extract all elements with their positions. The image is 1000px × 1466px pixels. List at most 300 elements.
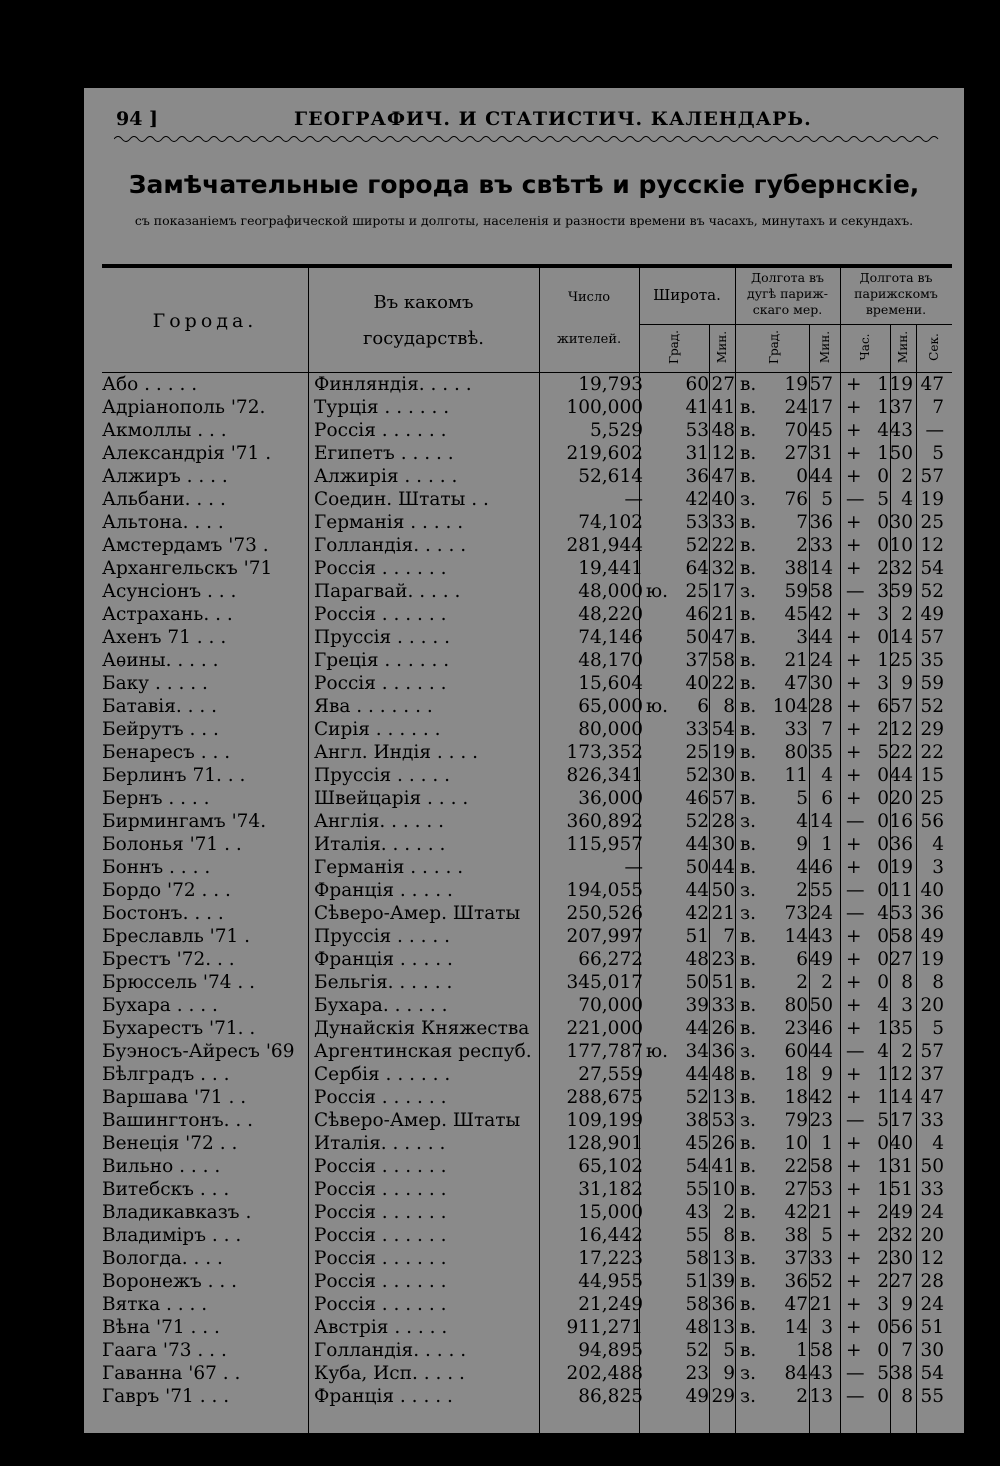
time-seconds: 50 — [920, 1156, 944, 1177]
header-state-2: государствѣ. — [362, 328, 485, 349]
longitude-minutes: 28 — [809, 696, 833, 717]
page-header — [84, 88, 964, 138]
time-seconds: — — [925, 420, 944, 441]
latitude-degrees: 37 — [685, 650, 709, 671]
state-name: Сирія . . . . . . — [314, 719, 441, 740]
city-name: Гавръ '71 . . . — [102, 1386, 230, 1407]
time-hours: 0 — [877, 512, 889, 533]
time-seconds: 4 — [932, 834, 944, 855]
time-minutes: 19 — [889, 857, 913, 878]
table-row — [84, 396, 964, 419]
time-hours: 3 — [877, 1294, 889, 1315]
time-seconds: 29 — [920, 719, 944, 740]
longitude-degrees: 80 — [784, 742, 808, 763]
table-row — [84, 1270, 964, 1293]
city-name: Аѳины. . . . . — [102, 650, 219, 671]
longitude-degrees: 5 — [796, 788, 808, 809]
time-minutes: 20 — [889, 788, 913, 809]
longitude-minutes: 21 — [809, 1202, 833, 1223]
latitude-degrees: 44 — [685, 1018, 709, 1039]
header-lat-min: Мин. — [715, 330, 729, 364]
east-west: в. — [740, 995, 757, 1016]
header-population-1: Число — [567, 290, 611, 305]
east-west: в. — [740, 604, 757, 625]
time-sign: + — [846, 696, 862, 717]
time-minutes: 43 — [889, 420, 913, 441]
time-minutes: 35 — [889, 1018, 913, 1039]
state-name: Сѣверо-Амер. Штаты — [314, 903, 521, 924]
longitude-minutes: 55 — [809, 880, 833, 901]
population: 128,901 — [566, 1133, 643, 1154]
longitude-minutes: 23 — [809, 1110, 833, 1131]
time-sign: + — [846, 443, 862, 464]
state-name: Россія . . . . . . — [314, 673, 447, 694]
latitude-minutes: 22 — [711, 535, 735, 556]
longitude-degrees: 7 — [796, 512, 808, 533]
east-west: в. — [740, 1317, 757, 1338]
state-name: Бельгія. . . . . . — [314, 972, 453, 993]
city-name: Брюссель '74 . . — [102, 972, 256, 993]
latitude-degrees: 41 — [685, 397, 709, 418]
city-name: Вильно . . . . — [102, 1156, 221, 1177]
time-minutes: 53 — [889, 903, 913, 924]
time-minutes: 32 — [889, 1225, 913, 1246]
latitude-degrees: 6 — [697, 696, 709, 717]
longitude-minutes: 14 — [809, 558, 833, 579]
time-seconds: 3 — [932, 857, 944, 878]
longitude-minutes: 5 — [821, 489, 833, 510]
latitude-degrees: 50 — [685, 627, 709, 648]
state-name: Бухара. . . . . . — [314, 995, 448, 1016]
longitude-minutes: 31 — [809, 443, 833, 464]
longitude-minutes: 44 — [809, 1041, 833, 1062]
population: 288,675 — [566, 1087, 643, 1108]
time-minutes: 27 — [889, 949, 913, 970]
state-name: Греція . . . . . . — [314, 650, 450, 671]
city-name: Вѣна '71 . . . — [102, 1317, 220, 1338]
latitude-degrees: 52 — [685, 535, 709, 556]
population: 65,000 — [578, 696, 643, 717]
longitude-minutes: 46 — [809, 857, 833, 878]
time-hours: 0 — [877, 1317, 889, 1338]
state-name: Франція . . . . . — [314, 1386, 453, 1407]
header-lon-arc-1: Долгота въ — [750, 270, 825, 285]
state-name: Сѣверо-Амер. Штаты — [314, 1110, 521, 1131]
state-name: Турція . . . . . . — [314, 397, 450, 418]
time-seconds: 57 — [920, 627, 944, 648]
population: 173,352 — [566, 742, 643, 763]
latitude-degrees: 39 — [685, 995, 709, 1016]
city-name: Боннъ . . . . — [102, 857, 211, 878]
time-hours: 4 — [877, 420, 889, 441]
time-minutes: 27 — [889, 1271, 913, 1292]
time-minutes: 8 — [901, 972, 913, 993]
longitude-degrees: 2 — [796, 535, 808, 556]
time-seconds: 5 — [932, 443, 944, 464]
time-minutes: 56 — [889, 1317, 913, 1338]
time-hours: 5 — [877, 742, 889, 763]
city-name: Буэносъ-Айресъ '69 — [102, 1041, 295, 1062]
latitude-degrees: 54 — [685, 1156, 709, 1177]
city-name: Альтона. . . . — [102, 512, 224, 533]
time-minutes: 30 — [889, 512, 913, 533]
time-sign: + — [846, 1064, 862, 1085]
time-hours: 1 — [877, 443, 889, 464]
time-hours: 0 — [877, 1133, 889, 1154]
latitude-minutes: 8 — [723, 1225, 735, 1246]
time-sign: + — [846, 466, 862, 487]
longitude-minutes: 36 — [809, 512, 833, 533]
longitude-minutes: 35 — [809, 742, 833, 763]
table-row — [84, 1339, 964, 1362]
population: 48,220 — [578, 604, 643, 625]
latitude-minutes: 7 — [723, 926, 735, 947]
longitude-minutes: 24 — [809, 903, 833, 924]
time-minutes: 36 — [889, 834, 913, 855]
longitude-minutes: 1 — [821, 1133, 833, 1154]
table-row — [84, 1086, 964, 1109]
wavy-rule — [114, 134, 944, 144]
table-row — [84, 1247, 964, 1270]
time-hours: 0 — [877, 535, 889, 556]
table-row — [84, 810, 964, 833]
latitude-minutes: 33 — [711, 512, 735, 533]
city-name: Варшава '71 . . — [102, 1087, 247, 1108]
time-minutes: 49 — [889, 1202, 913, 1223]
table-row — [84, 1293, 964, 1316]
time-sign: + — [846, 1271, 862, 1292]
latitude-degrees: 58 — [685, 1248, 709, 1269]
latitude-minutes: 47 — [711, 627, 735, 648]
table-row — [84, 672, 964, 695]
time-sign: + — [846, 1179, 862, 1200]
longitude-minutes: 3 — [821, 1317, 833, 1338]
longitude-minutes: 5 — [821, 1225, 833, 1246]
header-population-2: жителей. — [556, 332, 622, 347]
table-row — [84, 948, 964, 971]
time-hours: 0 — [877, 857, 889, 878]
east-west: в. — [740, 535, 757, 556]
time-hours: 1 — [877, 1064, 889, 1085]
time-sign: + — [846, 949, 862, 970]
state-name: Россія . . . . . . — [314, 1087, 447, 1108]
state-name: Алжирія . . . . . — [314, 466, 458, 487]
header-time-hours: Час. — [858, 333, 872, 361]
time-seconds: 54 — [920, 558, 944, 579]
time-hours: 0 — [877, 926, 889, 947]
latitude-degrees: 50 — [685, 972, 709, 993]
latitude-degrees: 44 — [685, 880, 709, 901]
city-name: Александрія '71 . — [102, 443, 272, 464]
time-minutes: 57 — [889, 696, 913, 717]
population: 115,957 — [566, 834, 643, 855]
population: 74,146 — [578, 627, 643, 648]
time-sign: — — [846, 1386, 865, 1407]
population: 19,441 — [578, 558, 643, 579]
latitude-minutes: 48 — [711, 1064, 735, 1085]
time-hours: 1 — [877, 1179, 889, 1200]
table-row — [84, 557, 964, 580]
table-title: Замѣчательные города въ свѣтѣ и русскіе губернскіе, — [128, 170, 920, 199]
time-hours: 2 — [877, 1248, 889, 1269]
longitude-degrees: 4 — [796, 857, 808, 878]
table-row — [84, 419, 964, 442]
east-west: в. — [740, 1156, 757, 1177]
city-name: Бухарестъ '71. . — [102, 1018, 256, 1039]
population: 360,892 — [566, 811, 643, 832]
longitude-degrees: 0 — [796, 466, 808, 487]
time-sign: + — [846, 397, 862, 418]
latitude-degrees: 52 — [685, 1087, 709, 1108]
longitude-degrees: 27 — [784, 443, 808, 464]
latitude-minutes: 51 — [711, 972, 735, 993]
time-minutes: 31 — [889, 1156, 913, 1177]
longitude-minutes: 2 — [821, 972, 833, 993]
latitude-minutes: 2 — [723, 1202, 735, 1223]
longitude-degrees: 21 — [784, 650, 808, 671]
time-minutes: 9 — [901, 1294, 913, 1315]
time-minutes: 9 — [901, 673, 913, 694]
east-west: з. — [740, 811, 756, 832]
east-west: в. — [740, 1248, 757, 1269]
city-name: Бордо '72 . . . — [102, 880, 231, 901]
table-row — [84, 373, 964, 396]
latitude-degrees: 25 — [685, 581, 709, 602]
population: 207,997 — [566, 926, 643, 947]
longitude-degrees: 33 — [784, 719, 808, 740]
latitude-degrees: 33 — [685, 719, 709, 740]
latitude-minutes: 8 — [723, 696, 735, 717]
latitude-degrees: 50 — [685, 857, 709, 878]
time-hours: 0 — [877, 466, 889, 487]
population: 94,895 — [578, 1340, 643, 1361]
state-name: Голландія. . . . . — [314, 535, 467, 556]
time-sign: + — [846, 765, 862, 786]
population: 74,102 — [578, 512, 643, 533]
population: 86,825 — [578, 1386, 643, 1407]
longitude-degrees: 19 — [784, 374, 808, 395]
time-sign: + — [846, 995, 862, 1016]
population: 826,341 — [566, 765, 643, 786]
east-west: в. — [740, 466, 757, 487]
time-seconds: 35 — [920, 650, 944, 671]
time-seconds: 8 — [932, 972, 944, 993]
city-name: Бѣлградъ . . . — [102, 1064, 230, 1085]
time-seconds: 33 — [920, 1179, 944, 1200]
population: 194,055 — [566, 880, 643, 901]
time-minutes: 50 — [889, 443, 913, 464]
east-west: в. — [740, 1133, 757, 1154]
time-sign: + — [846, 535, 862, 556]
time-minutes: 2 — [901, 466, 913, 487]
table-row — [84, 902, 964, 925]
time-minutes: 44 — [889, 765, 913, 786]
time-seconds: 28 — [920, 1271, 944, 1292]
time-hours: 0 — [877, 1340, 889, 1361]
latitude-degrees: 45 — [685, 1133, 709, 1154]
state-name: Пруссія . . . . . — [314, 627, 450, 648]
hemisphere: ю. — [646, 696, 668, 717]
table-subtitle: съ показаніемъ географической широты и долготы, населенія и разности времени въ часахъ, минутахъ и секундахъ. — [134, 213, 914, 228]
latitude-minutes: 21 — [711, 903, 735, 924]
table-row — [84, 626, 964, 649]
time-sign: + — [846, 1294, 862, 1315]
latitude-minutes: 47 — [711, 466, 735, 487]
latitude-minutes: 48 — [711, 420, 735, 441]
east-west: в. — [740, 926, 757, 947]
time-sign: + — [846, 1225, 862, 1246]
time-hours: 0 — [877, 627, 889, 648]
city-name: Астрахань. . . — [102, 604, 233, 625]
city-name: Баку . . . . . — [102, 673, 208, 694]
latitude-minutes: 21 — [711, 604, 735, 625]
longitude-degrees: 47 — [784, 1294, 808, 1315]
east-west: з. — [740, 1386, 756, 1407]
table-row — [84, 1316, 964, 1339]
hemisphere: ю. — [646, 581, 668, 602]
time-hours: 2 — [877, 1271, 889, 1292]
table-row — [84, 718, 964, 741]
time-seconds: 56 — [920, 811, 944, 832]
longitude-minutes: 45 — [809, 420, 833, 441]
longitude-minutes: 44 — [809, 466, 833, 487]
table-row — [84, 1155, 964, 1178]
longitude-degrees: 79 — [784, 1110, 808, 1131]
time-minutes: 4 — [901, 489, 913, 510]
latitude-minutes: 13 — [711, 1087, 735, 1108]
latitude-degrees: 31 — [685, 443, 709, 464]
time-sign: + — [846, 673, 862, 694]
latitude-minutes: 28 — [711, 811, 735, 832]
time-hours: 1 — [877, 650, 889, 671]
population: 250,526 — [566, 903, 643, 924]
table-row — [84, 856, 964, 879]
longitude-minutes: 13 — [809, 1386, 833, 1407]
city-name: Або . . . . . — [102, 374, 198, 395]
time-hours: 0 — [877, 834, 889, 855]
time-hours: 0 — [877, 788, 889, 809]
city-name: Вашингтонъ. . . — [102, 1110, 254, 1131]
header-lon-deg: Град. — [767, 330, 781, 364]
latitude-degrees: 34 — [685, 1041, 709, 1062]
longitude-degrees: 38 — [784, 558, 808, 579]
city-name: Бенаресъ . . . — [102, 742, 231, 763]
time-seconds: 7 — [932, 397, 944, 418]
latitude-degrees: 52 — [685, 1340, 709, 1361]
population: 15,000 — [578, 1202, 643, 1223]
time-seconds: 33 — [920, 1110, 944, 1131]
state-name: Франція . . . . . — [314, 949, 453, 970]
latitude-degrees: 25 — [685, 742, 709, 763]
longitude-degrees: 6 — [796, 949, 808, 970]
longitude-degrees: 42 — [784, 1202, 808, 1223]
east-west: в. — [740, 972, 757, 993]
city-name: Бернъ . . . . — [102, 788, 210, 809]
time-seconds: 37 — [920, 1064, 944, 1085]
longitude-degrees: 3 — [796, 627, 808, 648]
time-hours: 5 — [877, 1110, 889, 1131]
time-seconds: 36 — [920, 903, 944, 924]
east-west: в. — [740, 1018, 757, 1039]
state-name: Италія. . . . . . — [314, 1133, 446, 1154]
latitude-minutes: 27 — [711, 374, 735, 395]
time-sign: + — [846, 420, 862, 441]
city-name: Бостонъ. . . . — [102, 903, 224, 924]
latitude-minutes: 41 — [711, 1156, 735, 1177]
longitude-minutes: 50 — [809, 995, 833, 1016]
longitude-minutes: 58 — [809, 1340, 833, 1361]
population: 100,000 — [566, 397, 643, 418]
latitude-degrees: 36 — [685, 466, 709, 487]
time-sign: + — [846, 742, 862, 763]
table-row — [84, 994, 964, 1017]
state-name: Франція . . . . . — [314, 880, 453, 901]
longitude-degrees: 104 — [772, 696, 808, 717]
time-minutes: 51 — [889, 1179, 913, 1200]
latitude-minutes: 29 — [711, 1386, 735, 1407]
city-name: Бреславль '71 . — [102, 926, 251, 947]
state-name: Англія. . . . . . — [314, 811, 445, 832]
population: 52,614 — [578, 466, 643, 487]
time-hours: 1 — [877, 1156, 889, 1177]
time-sign: — — [846, 1363, 865, 1384]
table-row — [84, 603, 964, 626]
state-name: Египетъ . . . . . — [314, 443, 454, 464]
population: 65,102 — [578, 1156, 643, 1177]
state-name: Голландія. . . . . — [314, 1340, 467, 1361]
table-row — [84, 971, 964, 994]
time-sign: — — [846, 581, 865, 602]
state-name: Россія . . . . . . — [314, 1156, 447, 1177]
table-row — [84, 534, 964, 557]
table-row — [84, 1178, 964, 1201]
longitude-degrees: 4 — [796, 811, 808, 832]
east-west: в. — [740, 857, 757, 878]
latitude-minutes: 57 — [711, 788, 735, 809]
population: 17,223 — [578, 1248, 643, 1269]
population: 221,000 — [566, 1018, 643, 1039]
latitude-minutes: 32 — [711, 558, 735, 579]
latitude-minutes: 26 — [711, 1018, 735, 1039]
state-name: Россія . . . . . . — [314, 1225, 447, 1246]
longitude-degrees: 47 — [784, 673, 808, 694]
time-minutes: 12 — [889, 719, 913, 740]
latitude-degrees: 44 — [685, 1064, 709, 1085]
latitude-degrees: 52 — [685, 765, 709, 786]
time-sign: + — [846, 857, 862, 878]
population: 345,017 — [566, 972, 643, 993]
population: 281,944 — [566, 535, 643, 556]
longitude-minutes: 49 — [809, 949, 833, 970]
longitude-minutes: 7 — [821, 719, 833, 740]
header-state-1: Въ какомъ — [373, 292, 474, 313]
state-name: Сербія . . . . . . — [314, 1064, 451, 1085]
longitude-minutes: 14 — [809, 811, 833, 832]
time-sign: + — [846, 1317, 862, 1338]
longitude-minutes: 21 — [809, 1294, 833, 1315]
east-west: в. — [740, 1340, 757, 1361]
latitude-degrees: 51 — [685, 1271, 709, 1292]
east-west: в. — [740, 1202, 757, 1223]
table-row — [84, 1017, 964, 1040]
city-name: Вятка . . . . — [102, 1294, 208, 1315]
east-west: в. — [740, 1271, 757, 1292]
time-hours: 3 — [877, 604, 889, 625]
latitude-degrees: 48 — [685, 1317, 709, 1338]
time-sign: + — [846, 512, 862, 533]
time-minutes: 3 — [901, 995, 913, 1016]
time-sign: + — [846, 1156, 862, 1177]
